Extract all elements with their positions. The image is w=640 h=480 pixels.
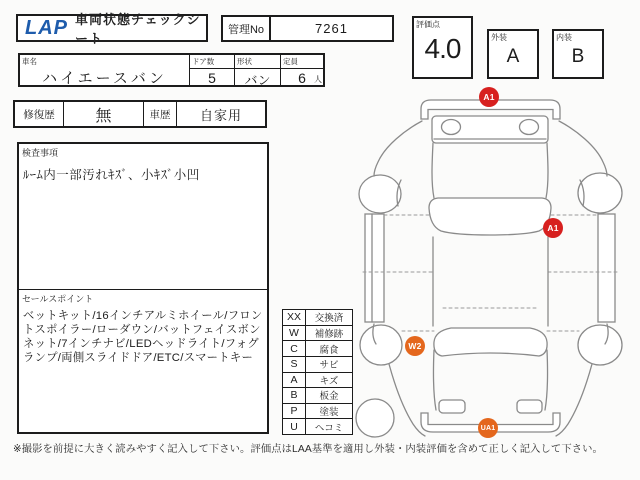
exterior-grade-box bbox=[487, 29, 539, 79]
roof bbox=[433, 237, 548, 326]
legend-row-dent bbox=[283, 419, 352, 434]
legend-row-exchanged bbox=[283, 310, 352, 326]
legend-label: 補修跡 bbox=[314, 328, 344, 340]
capacity-value: 6 bbox=[298, 70, 306, 86]
lap-logo: LAP bbox=[25, 16, 68, 39]
damage-marker-right-front-door: A1 bbox=[543, 218, 563, 238]
body-shape-cell bbox=[235, 55, 281, 88]
car-career-label: 車歴 bbox=[144, 102, 177, 126]
doors-label: ドア数 bbox=[190, 55, 234, 69]
evaluation-score-box bbox=[412, 16, 473, 79]
legend-label: サビ bbox=[319, 360, 339, 372]
damage-marker-front-bumper: A1 bbox=[479, 87, 499, 107]
details-box bbox=[17, 142, 269, 434]
interior-label: 内装 bbox=[556, 33, 572, 42]
capacity-unit: 人 bbox=[314, 75, 322, 84]
car-career-value: 自家用 bbox=[199, 107, 242, 123]
inspection-note: ﾙｰﾑ内一部汚れｷｽﾞ、小ｷｽﾞ小凹 bbox=[23, 168, 200, 182]
damage-marker-left-rear-fender: W2 bbox=[405, 336, 425, 356]
legend-label: 腐食 bbox=[319, 344, 339, 356]
right-taillight bbox=[517, 400, 542, 413]
legend-label: 塗装 bbox=[319, 407, 339, 419]
footer-note: ※撮影を前提に大きく読みやすく記入して下さい。評価点はLAA基準を適用し外装・内装評価を含めて正しく記入して下さい。 bbox=[13, 444, 603, 455]
body-shape-value: バン bbox=[244, 73, 271, 88]
legend-code: S bbox=[283, 357, 306, 372]
interior-grade: B bbox=[571, 46, 585, 67]
repair-history-value: 無 bbox=[64, 102, 144, 126]
manage-no-label: 管理No bbox=[223, 17, 271, 40]
sheet-title: 車両状態チェックシート bbox=[75, 12, 201, 46]
inspection-section bbox=[19, 144, 267, 290]
legend-code: XX bbox=[283, 310, 306, 325]
legend-code: C bbox=[283, 341, 306, 356]
manage-no-box bbox=[221, 15, 394, 42]
history-table bbox=[13, 100, 267, 128]
legend-label: ヘコミ bbox=[314, 422, 344, 434]
front-face bbox=[432, 116, 548, 143]
legend-code: A bbox=[283, 373, 306, 388]
doors-value: 5 bbox=[208, 70, 216, 86]
rear-window bbox=[434, 328, 547, 356]
legend-label: キズ bbox=[319, 375, 339, 387]
damage-marker-rear-bumper: UA1 bbox=[478, 418, 498, 438]
doors-cell bbox=[190, 55, 235, 85]
legend-code: P bbox=[283, 404, 306, 419]
vehicle-info-table bbox=[18, 53, 325, 87]
logo-title-box bbox=[16, 12, 208, 46]
hood bbox=[432, 143, 548, 198]
repair-history-label: 修復歴 bbox=[15, 102, 64, 126]
interior-grade-box bbox=[552, 29, 604, 79]
sales-section bbox=[19, 290, 267, 365]
legend-row-paint bbox=[283, 404, 352, 420]
evaluation-score-label: 評価点 bbox=[416, 20, 440, 29]
legend-row-sheet-metal bbox=[283, 388, 352, 404]
legend-label: 板金 bbox=[319, 391, 339, 403]
legend-row-corrosion bbox=[283, 341, 352, 357]
evaluation-score-value: 4.0 bbox=[424, 33, 461, 64]
car-name-cell bbox=[20, 55, 190, 85]
rear-panel bbox=[433, 350, 547, 413]
sales-label: セールスポイント bbox=[22, 294, 94, 304]
legend-row-repair-mark bbox=[283, 326, 352, 342]
legend-code: U bbox=[283, 419, 306, 434]
capacity-cell bbox=[281, 55, 323, 85]
fender-curves bbox=[373, 121, 608, 436]
car-condition-diagram bbox=[355, 88, 640, 440]
exterior-label: 外装 bbox=[491, 33, 507, 42]
spare-tire bbox=[356, 399, 394, 437]
exterior-grade: A bbox=[506, 46, 520, 67]
legend-label: 交換済 bbox=[314, 313, 344, 325]
capacity-label: 定員 bbox=[281, 55, 323, 69]
condition-legend-table bbox=[282, 309, 353, 435]
legend-code: W bbox=[283, 326, 306, 341]
sales-text: ベットキット/16インチアルミホイール/フロントスポイラー/ローダウン/バットフェイスボンネット/7インチナビ/LEDヘッドライト/フォグランプ/両側スライドドア/ETC/スマートキー bbox=[23, 310, 263, 364]
legend-row-rust bbox=[283, 357, 352, 373]
left-taillight bbox=[439, 400, 465, 413]
car-name-label: 車名 bbox=[22, 57, 37, 66]
legend-code: B bbox=[283, 388, 306, 403]
legend-row-scratch bbox=[283, 373, 352, 389]
car-name-value: ハイエースバン bbox=[42, 70, 167, 87]
body-shape-label: 形状 bbox=[235, 55, 280, 69]
inspection-label: 検査事項 bbox=[22, 148, 59, 158]
windshield bbox=[429, 198, 551, 235]
manage-no-value: 7261 bbox=[315, 21, 348, 36]
